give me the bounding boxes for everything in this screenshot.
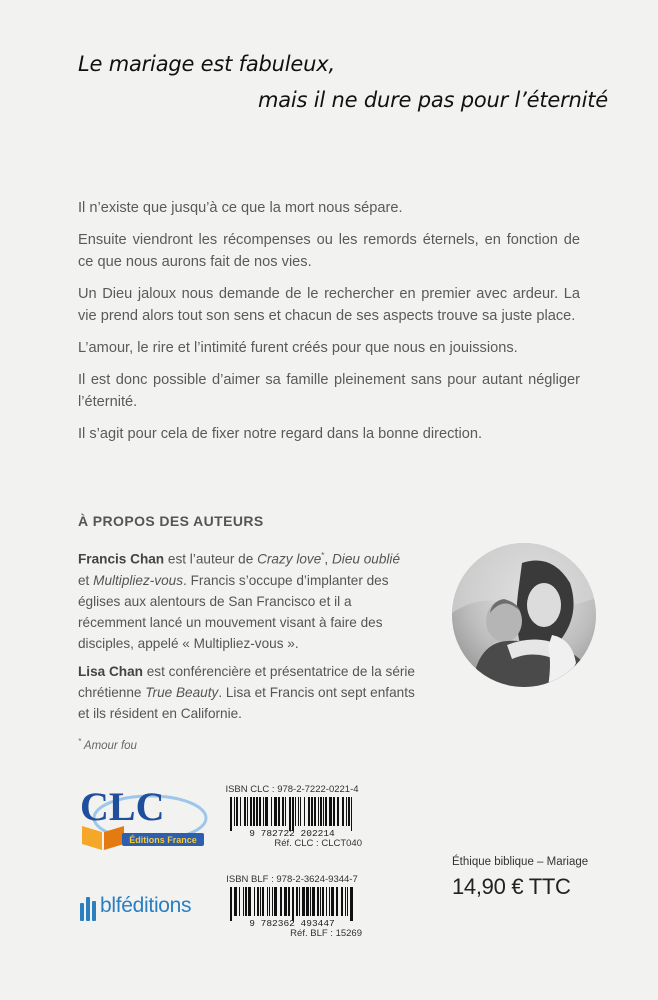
- barcode-bar: [269, 887, 270, 916]
- book-title: Crazy love: [257, 551, 322, 567]
- ref-clc: Réf. CLC : CLCT040: [274, 838, 362, 849]
- show-title: True Beauty: [145, 685, 219, 700]
- barcode-bar: [292, 797, 294, 831]
- barcode-bar: [259, 797, 261, 826]
- barcode-bar: [253, 797, 255, 826]
- barcode-bar: [311, 797, 313, 826]
- barcode-blf-bars: [222, 887, 362, 927]
- barcode-bar: [280, 887, 282, 916]
- barcode-bar: [320, 887, 321, 916]
- isbn-clc: ISBN CLC : 978-2-7222-0221-4: [225, 784, 359, 795]
- summary-paragraph: Un Dieu jaloux nous demande de le rechercher en premier avec ardeur. La vie prend alors tout son sens et chacun de ses aspects trouve sa juste place.: [78, 286, 580, 324]
- barcode-bar: [234, 887, 237, 916]
- barcode-bar: [282, 797, 284, 826]
- barcode-bar: [263, 797, 264, 826]
- author-name: Francis Chan: [78, 551, 165, 567]
- barcode-bar: [346, 797, 347, 826]
- barcode-bar: [323, 797, 324, 826]
- about-authors-heading: À PROPOS DES AUTEURS: [78, 513, 264, 529]
- barcode-bar: [262, 887, 264, 916]
- barcode-bar: [300, 797, 301, 826]
- barcode-bar: [302, 887, 305, 916]
- barcode-bar: [342, 797, 344, 826]
- barcode-bar: [245, 887, 247, 916]
- footnote: [78, 737, 137, 752]
- clc-wordmark: CLC: [80, 784, 165, 829]
- barcode-bar: [351, 797, 352, 831]
- barcode-bar: [341, 887, 343, 916]
- barcode-clc-bars: [222, 797, 362, 837]
- blf-editions-logo: [78, 893, 208, 925]
- barcode-bar: [271, 797, 272, 826]
- barcode-bar: [308, 797, 310, 826]
- barcode-bar: [296, 887, 298, 916]
- author-name: Lisa Chan: [78, 664, 143, 679]
- footnote-text: Amour fou: [81, 739, 137, 752]
- barcode-bar: [267, 887, 268, 916]
- barcode-bar: [299, 887, 300, 916]
- barcode-bar: [325, 797, 327, 826]
- barcode-bar: [329, 797, 332, 826]
- barcode-bar: [230, 887, 232, 921]
- francis-chan-bio: [78, 545, 408, 654]
- barcode-bar: [337, 797, 339, 826]
- ref-blf: Réf. BLF : 15269: [290, 928, 362, 939]
- barcode-bar: [336, 887, 338, 916]
- barcode-bar: [250, 797, 252, 826]
- lisa-chan-bio: [78, 661, 428, 724]
- barcode-bar: [254, 887, 255, 916]
- clc-subtitle: Éditions France: [129, 835, 197, 845]
- barcode-clc: [222, 784, 362, 849]
- barcode-bar: [295, 797, 296, 826]
- bio-text: . Lisa et Francis ont sept enfants et ils résident en Californie.: [78, 685, 415, 721]
- tagline-line-1: Le mariage est fabuleux,: [78, 52, 335, 76]
- barcode-digits: 9 782362 493447: [249, 918, 335, 927]
- barcode-bar: [347, 887, 348, 916]
- barcode-bar: [333, 797, 335, 826]
- authors-photo-image: [452, 543, 596, 687]
- barcode-bar: [292, 887, 294, 921]
- barcode-bar: [257, 887, 259, 916]
- barcode-bar: [310, 887, 311, 916]
- barcode-digits: 9 782722 202214: [249, 828, 335, 837]
- bio-text: est l’auteur de: [164, 551, 258, 567]
- barcode-bar: [285, 797, 286, 826]
- summary-text: [78, 197, 580, 455]
- clc-logo-graphic: [78, 784, 208, 856]
- barcode-bar: [260, 887, 261, 916]
- barcode-bar: [329, 887, 330, 916]
- barcode-bar: [284, 887, 287, 916]
- summary-paragraph: Il est donc possible d’aimer sa famille pleinement sans pour autant négliger l’éternité.: [78, 372, 580, 410]
- barcode-bar: [230, 797, 232, 831]
- category-label: Éthique biblique – Mariage: [452, 856, 589, 868]
- barcode-bar: [243, 887, 244, 916]
- barcode-bar: [314, 797, 316, 826]
- authors-photo: [452, 543, 596, 687]
- bio-text: ,: [324, 551, 332, 567]
- summary-paragraph: L’amour, le rire et l’intimité furent créés pour que nous en jouissions.: [78, 340, 518, 356]
- barcode-bar: [317, 887, 319, 916]
- barcode-bar: [318, 797, 319, 826]
- barcode-bar: [274, 887, 277, 916]
- bio-text: est conférencière et présentatrice de la série chrétienne: [78, 664, 415, 700]
- barcode-bar: [274, 797, 277, 826]
- summary-paragraph: Il s’agit pour cela de fixer notre regard dans la bonne direction.: [78, 426, 483, 442]
- barcode-bar: [289, 797, 291, 831]
- footnote-mark: *: [321, 551, 325, 560]
- barcode-bar: [234, 797, 235, 826]
- tagline-line-2: mais il ne dure pas pour l’éternité: [258, 88, 609, 112]
- barcode-bar: [345, 887, 346, 916]
- barcode-bar: [272, 887, 273, 916]
- barcode-bar: [244, 797, 246, 826]
- blf-logo-mark: [78, 893, 98, 923]
- isbn-blf: ISBN BLF : 978-2-3624-9344-7: [226, 874, 358, 885]
- barcode-bar: [331, 887, 334, 916]
- clc-editions-logo: [78, 784, 208, 856]
- blf-wordmark: blféditions: [100, 894, 192, 917]
- barcode-bar: [304, 797, 305, 826]
- barcode-bar: [278, 797, 280, 826]
- barcode-bar: [240, 797, 241, 826]
- barcode-bar: [312, 887, 315, 916]
- barcode-blf: [222, 874, 362, 939]
- barcode-bar: [298, 797, 299, 826]
- barcode-bar: [306, 887, 309, 916]
- barcode-bar: [320, 797, 322, 826]
- book-title: Dieu oublié: [331, 551, 400, 567]
- barcode-bar: [236, 797, 238, 826]
- footnote-mark: *: [78, 737, 82, 746]
- barcode-bar: [239, 887, 240, 916]
- barcode-bar: [322, 887, 324, 916]
- barcode-bar: [288, 887, 290, 916]
- barcode-bar: [256, 797, 258, 826]
- book-title: Multipliez-vous: [93, 572, 184, 588]
- barcode-bar: [350, 887, 353, 921]
- bio-text: et: [78, 572, 94, 588]
- barcode-bar: [326, 887, 327, 916]
- summary-paragraph: Ensuite viendront les récompenses ou les remords éternels, en fonction de ce que nous aurons fait de nos vies.: [78, 232, 580, 270]
- barcode-bar: [247, 797, 248, 826]
- summary-paragraph: Il n’existe que jusqu’à ce que la mort nous sépare.: [78, 200, 403, 216]
- price: 14,90 € TTC: [452, 874, 571, 899]
- barcode-bar: [348, 797, 350, 826]
- bio-text: . Francis s’occupe d’implanter des églises aux alentours de San Francisco et il a récemment lancé un mouvement visant à faire des disciples, appelé « Multipliez-vous ».: [78, 572, 389, 651]
- barcode-bar: [248, 887, 251, 916]
- barcode-bar: [265, 797, 268, 826]
